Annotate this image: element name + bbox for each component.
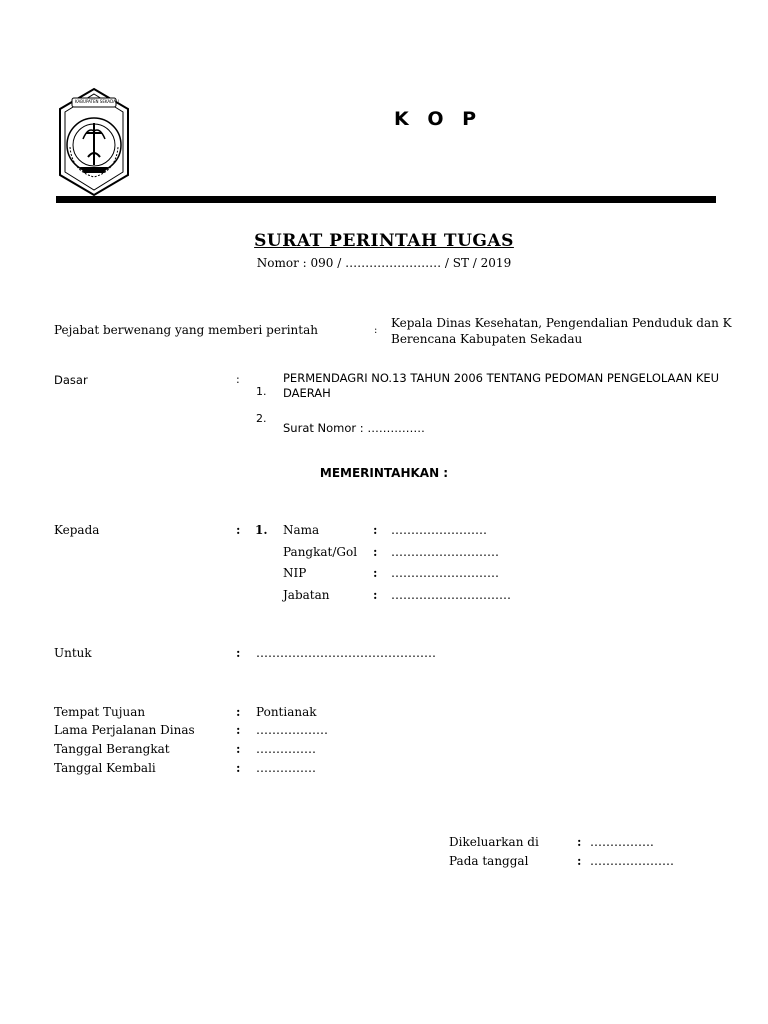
pejabat-value-line2: Berencana Kabupaten Sekadau (391, 332, 583, 346)
tanggal-kembali-value: …………… (256, 761, 316, 775)
field-colon: : (373, 545, 378, 559)
emblem-caption: KABUPATEN SEKADAU (75, 99, 119, 104)
untuk-colon: : (236, 646, 241, 660)
dasar-item-text-cont: DAERAH (283, 386, 331, 400)
regency-emblem (58, 87, 130, 197)
dasar-item-number: 2. (256, 412, 267, 425)
dasar-label: Dasar (54, 373, 88, 387)
untuk-label: Untuk (54, 646, 92, 660)
untuk-value: ……………………………………… (256, 646, 436, 660)
field-label-nama: Nama (283, 523, 320, 537)
pejabat-colon: : (374, 325, 378, 336)
kepada-label: Kepada (54, 523, 100, 537)
field-value-nip: ……………………… (391, 566, 499, 580)
footer-colon: : (577, 835, 582, 849)
document-number: Nomor : 090 / …………………… / ST / 2019 (256, 256, 512, 270)
lama-perjalanan-value: ……………… (256, 723, 328, 737)
dikeluarkan-di-label: Dikeluarkan di (449, 835, 539, 849)
dasar-item-text: Surat Nomor : …………… (283, 421, 425, 435)
field-value-nama: …………………… (391, 523, 487, 537)
letterhead-divider (56, 196, 716, 203)
tempat-tujuan-label: Tempat Tujuan (54, 705, 146, 719)
field-colon: : (373, 588, 378, 602)
tempat-tujuan-value: Pontianak (256, 705, 317, 719)
trip-colon: : (236, 761, 241, 775)
tanggal-kembali-label: Tanggal Kembali (54, 761, 156, 775)
trip-colon: : (236, 723, 241, 737)
lama-perjalanan-label: Lama Perjalanan Dinas (54, 723, 195, 737)
field-value-pangkat: ……………………… (391, 545, 499, 559)
kepada-number: 1. (255, 523, 268, 537)
pejabat-label: Pejabat berwenang yang memberi perintah (54, 323, 318, 337)
dasar-colon: : (236, 373, 240, 386)
field-label-pangkat: Pangkat/Gol (283, 545, 358, 559)
letterhead-kop: K O P (394, 108, 483, 130)
memerintahkan-heading: MEMERINTAHKAN : (319, 466, 449, 480)
pejabat-value-line1: Kepala Dinas Kesehatan, Pengendalian Penduduk dan K (391, 316, 732, 330)
pada-tanggal-label: Pada tanggal (449, 854, 529, 868)
footer-colon: : (577, 854, 582, 868)
field-colon: : (373, 566, 378, 580)
trip-colon: : (236, 742, 241, 756)
field-label-jabatan: Jabatan (283, 588, 330, 602)
dasar-item-number: 1. (256, 385, 267, 398)
tanggal-berangkat-value: …………… (256, 742, 316, 756)
dasar-item-text: PERMENDAGRI NO.13 TAHUN 2006 TENTANG PEDOMAN PENGELOLAAN KEU (283, 371, 720, 385)
field-label-nip: NIP (283, 566, 307, 580)
trip-colon: : (236, 705, 241, 719)
document-title: SURAT PERINTAH TUGAS (254, 231, 514, 251)
field-value-jabatan: ………………………… (391, 588, 511, 602)
field-colon: : (373, 523, 378, 537)
kepada-colon: : (236, 523, 241, 537)
pada-tanggal-value: ………………… (590, 854, 674, 868)
tanggal-berangkat-label: Tanggal Berangkat (54, 742, 170, 756)
dikeluarkan-di-value: ……………. (590, 835, 654, 849)
